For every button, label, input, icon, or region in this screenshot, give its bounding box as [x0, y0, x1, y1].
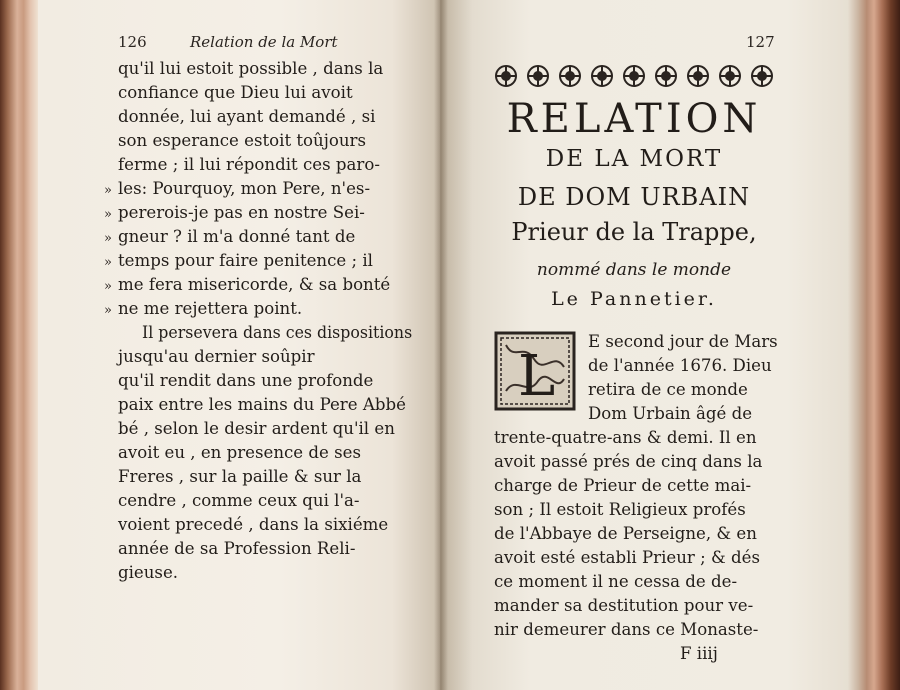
left-line: qu'il rendit dans une profonde	[118, 371, 374, 390]
dropcap-letter: L	[518, 344, 556, 409]
left-line: bé , selon le desir ardent qu'il en	[118, 419, 395, 438]
quote-mark: »	[104, 279, 112, 294]
title-relation: RELATION	[506, 96, 762, 142]
left-line: me fera misericorde, & sa bonté	[118, 275, 391, 294]
signature-mark: F iiij	[680, 644, 718, 663]
right-line: retira de ce monde	[588, 380, 748, 399]
quote-mark: »	[104, 183, 112, 198]
right-page-number: 127	[746, 33, 775, 51]
title-prieur: Prieur de la Trappe,	[511, 218, 757, 246]
left-line: donnée, lui ayant demandé , si	[118, 107, 376, 126]
right-line: de l'Abbaye de Perseigne, & en	[494, 524, 757, 543]
left-line: confiance que Dieu lui avoit	[118, 83, 353, 102]
left-line: qu'il lui estoit possible , dans la	[118, 59, 384, 78]
left-line: gieuse.	[118, 563, 179, 582]
left-line: paix entre les mains du Pere Abbé	[118, 395, 406, 414]
right-line: charge de Prieur de cette mai-	[494, 476, 752, 495]
right-line: de l'année 1676. Dieu	[588, 356, 772, 375]
right-line: Dom Urbain âgé de	[588, 404, 753, 423]
right-line: avoit passé prés de cinq dans la	[494, 452, 763, 471]
left-line: année de sa Profession Reli-	[118, 539, 356, 558]
right-line: E second jour de Mars	[588, 332, 778, 351]
quote-mark: »	[104, 231, 112, 246]
title-nomme: nommé dans le monde	[536, 260, 732, 280]
left-line: gneur ? il m'a donné tant de	[118, 227, 356, 246]
left-line: ne me rejettera point.	[118, 299, 303, 318]
quote-mark: »	[104, 207, 112, 222]
book-edge-right	[848, 0, 900, 690]
left-running-title: Relation de la Mort	[190, 33, 338, 51]
right-line: son ; Il estoit Religieux profés	[494, 500, 746, 519]
left-line: Il persevera dans ces dispositions	[142, 323, 413, 342]
left-line: les: Pourquoy, mon Pere, n'es-	[118, 179, 371, 198]
right-line: avoit esté establi Prieur ; & dés	[494, 548, 761, 567]
left-line: temps pour faire penitence ; il	[118, 251, 373, 270]
quote-mark: »	[104, 303, 112, 318]
decorated-initial-icon	[494, 331, 576, 411]
left-line: Freres , sur la paille & sur la	[118, 467, 362, 486]
left-line: son esperance estoit toûjours	[118, 131, 367, 150]
left-page-number: 126	[118, 33, 147, 51]
title-de-la-mort: DE LA MORT	[545, 146, 723, 172]
book-gutter	[434, 0, 448, 690]
left-line: cendre , comme ceux qui l'a-	[118, 491, 360, 510]
left-line: pererois-je pas en nostre Sei-	[118, 203, 365, 222]
title-dom-urbain: DE DOM URBAIN	[517, 183, 751, 211]
ornament-band-icon	[490, 61, 778, 91]
left-line: jusqu'au dernier soûpir	[118, 347, 315, 366]
right-line: nir demeurer dans ce Monaste-	[494, 620, 759, 639]
quote-mark: »	[104, 255, 112, 270]
right-line: trente-quatre-ans & demi. Il en	[494, 428, 757, 447]
left-line: avoit eu , en presence de ses	[118, 443, 361, 462]
right-line: ce moment il ne cessa de de-	[494, 572, 738, 591]
right-line: mander sa destitution pour ve-	[494, 596, 754, 615]
left-line: ferme ; il lui répondit ces paro-	[118, 155, 380, 174]
title-pannetier: Le Pannetier.	[551, 288, 717, 310]
book-edge-left	[0, 0, 38, 690]
left-line: voient precedé , dans la sixiéme	[118, 515, 389, 534]
